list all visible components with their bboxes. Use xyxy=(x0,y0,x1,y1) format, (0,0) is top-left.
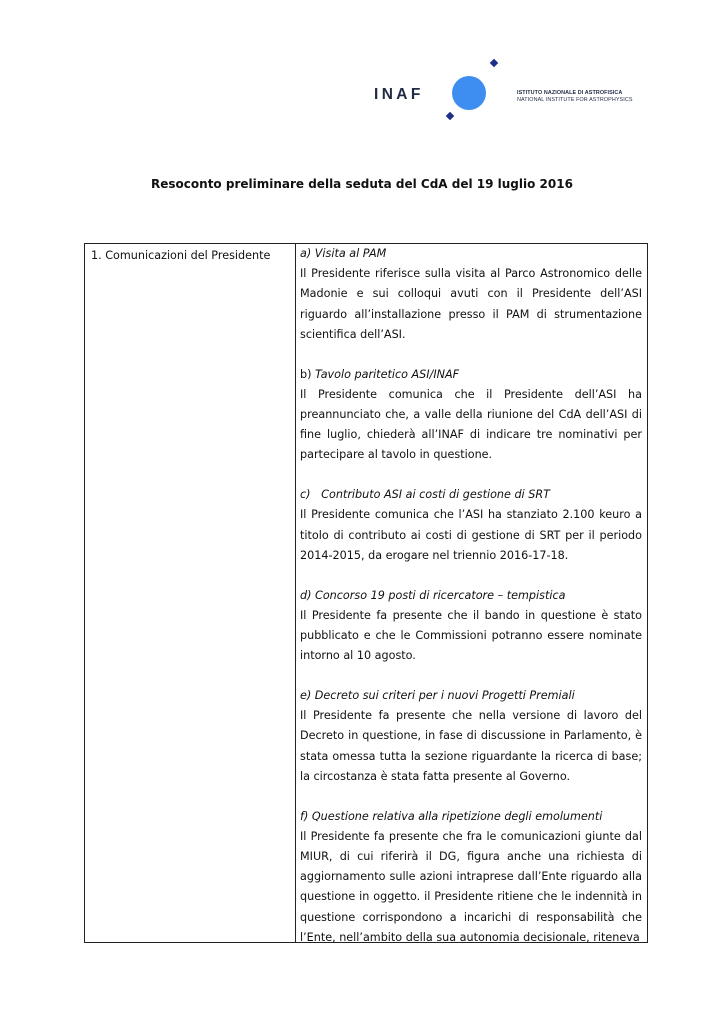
item-body: Il Presidente comunica che l’ASI ha stanziato 2.100 keuro a titolo di contributo ai costi di gestione di SRT per il periodo 2014-2015, da erogare nel triennio 2016-17-18. xyxy=(300,508,642,562)
agenda-item xyxy=(300,686,642,787)
item-title: e) Decreto sui criteri per i nuovi Progetti Premiali xyxy=(300,689,575,703)
agenda-topic: 1. Comunicazioni del Presidente xyxy=(91,249,271,262)
logo-diamond-icon xyxy=(446,112,454,120)
agenda-table xyxy=(84,243,648,943)
item-body: Il Presidente fa presente che nella versione di lavoro del Decreto in questione, in fase di discussione in Parlamento, è stata omessa tutta la sezione riguardante la ricerca di base; la circostanza è stata fatta presente al Governo. xyxy=(300,709,642,783)
logo-wordmark: INAF xyxy=(374,86,424,103)
item-title: f) Questione relativa alla ripetizione degli emolumenti xyxy=(300,809,603,823)
agenda-item xyxy=(300,365,642,466)
item-body: Il Presidente riferisce sulla visita al Parco Astronomico delle Madonie e sui colloqui avuti con il Presidente dell’ASI riguardo all’installazione presso il PAM di strumentazione scientifica dell’ASI. xyxy=(300,267,642,341)
logo-circle-icon xyxy=(452,76,486,110)
item-title xyxy=(300,365,642,385)
logo-diamond-icon xyxy=(490,59,498,67)
logo-subtitle xyxy=(517,90,633,104)
item-body: Il Presidente fa presente che fra le comunicazioni giunte dal MIUR, di cui riferirà il DG, figura anche una richiesta di aggiornamento sulle azioni intraprese dall’Ente riguardo alla questione in oggetto. il Presidente ritiene che le indennità in questione corrispondono a incarichi di responsabilità che l’Ente, nell’ambito della sua autonomia decisionale, riteneva xyxy=(300,829,642,943)
agenda-content xyxy=(300,244,642,943)
item-body: Il Presidente fa presente che il bando in questione è stato pubblicato e che le Commissioni potranno essere nominate intorno al 10 agosto. xyxy=(300,608,642,663)
agenda-item xyxy=(300,485,642,566)
item-title: c) Contributo ASI ai costi di gestione di SRT xyxy=(300,488,550,502)
institute-name-italian: ISTITUTO NAZIONALE DI ASTROFISICA xyxy=(517,90,623,96)
document-title: Resoconto preliminare della seduta del CdA del 19 luglio 2016 xyxy=(151,177,573,191)
column-divider xyxy=(295,244,296,942)
item-body: Il Presidente comunica che il Presidente dell’ASI ha preannunciato che, a valle della riunione del CdA dell’ASI di fine luglio, chiederà all’INAF di indicare tre nominativi per partecipare al tavolo in questione. xyxy=(300,387,642,462)
item-title: a) Visita al PAM xyxy=(300,247,387,260)
inaf-logo xyxy=(0,0,724,130)
item-title: d) Concorso 19 posti di ricercatore – tempistica xyxy=(300,588,566,602)
item-title-text: Tavolo paritetico ASI/INAF xyxy=(315,367,460,381)
agenda-item xyxy=(300,807,642,943)
item-prefix: b) xyxy=(300,367,316,381)
institute-name-english: NATIONAL INSTITUTE FOR ASTROPHYSICS xyxy=(517,97,633,103)
agenda-item xyxy=(300,244,642,345)
agenda-item xyxy=(300,586,642,667)
